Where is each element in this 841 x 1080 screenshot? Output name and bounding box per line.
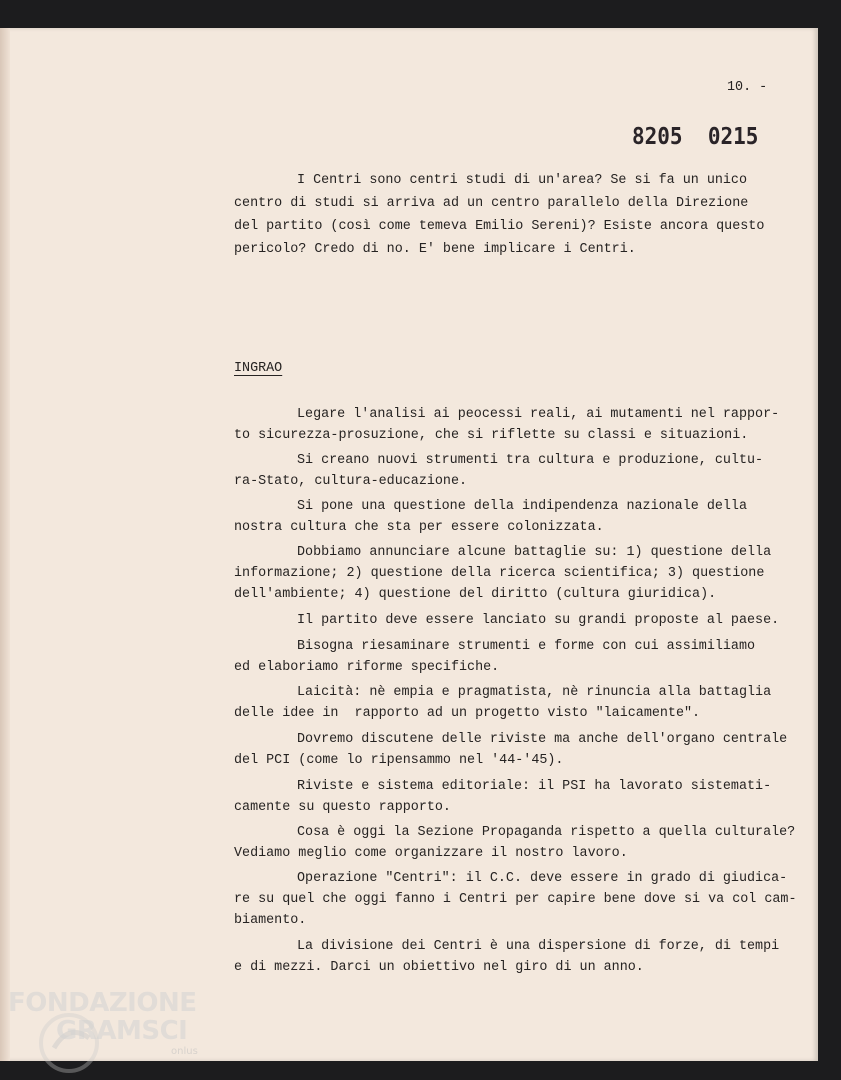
paragraph-line: nostra cultura che sta per essere colonizzata. — [234, 520, 604, 535]
intro-line: del partito (così come temeva Emilio Sereni)? Esiste ancora questo — [234, 219, 765, 234]
paragraph-line: Il partito deve essere lanciato su grandi proposte al paese. — [297, 613, 780, 628]
page-number: 10. - — [727, 80, 768, 95]
paragraph-line: delle idee in rapporto ad un progetto visto "laicamente". — [234, 706, 701, 721]
paragraph-line: Bisogna riesaminare strumenti e forme con cui assimiliamo — [297, 639, 756, 654]
logo-suffix: onlus — [171, 1046, 198, 1057]
paragraph-line: Dobbiamo annunciare alcune battaglie su: 1) questione della — [297, 545, 772, 560]
paragraph-line: re su quel che oggi fanno i Centri per capire bene dove si va col cam- — [234, 892, 797, 907]
logo-text-line2: GRAMSCI — [56, 1016, 188, 1046]
paragraph-line: biamento. — [234, 913, 307, 928]
logo-text-line1: FONDAZIONE — [8, 988, 197, 1018]
intro-line: centro di studi si arriva ad un centro parallelo della Direzione — [234, 196, 749, 211]
paragraph-line: Laicità: nè empia e pragmatista, nè rinuncia alla battaglia — [297, 685, 772, 700]
paragraph-line: Si pone una questione della indipendenza nazionale della — [297, 499, 747, 514]
paragraph-line: Riviste e sistema editoriale: il PSI ha lavorato sistemati- — [297, 779, 772, 794]
paragraph-line: informazione; 2) questione della ricerca scientifica; 3) questione — [234, 566, 765, 581]
paragraph-line: to sicurezza-prosuzione, che si riflette su classi e situazioni. — [234, 428, 749, 443]
section-heading: INGRAO — [234, 361, 283, 376]
paragraph-line: Operazione "Centri": il C.C. deve essere in grado di giudica- — [297, 871, 788, 886]
paragraph-line: e di mezzi. Darci un obiettivo nel giro di un anno. — [234, 960, 644, 975]
paragraph-line: Vediamo meglio come organizzare il nostro lavoro. — [234, 846, 628, 861]
paragraph-line: del PCI (come lo ripensammo nel '44-'45). — [234, 753, 564, 768]
paragraph-line: ed elaboriamo riforme specifiche. — [234, 660, 500, 675]
paragraph-line: La divisione dei Centri è una dispersione di forze, di tempi — [297, 939, 780, 954]
paragraph-line: Si creano nuovi strumenti tra cultura e produzione, cultu- — [297, 453, 764, 468]
archive-stamp-number: 8205 0215 — [632, 122, 759, 150]
paragraph-line: Dovremo discutene delle riviste ma anche dell'organo centrale — [297, 732, 788, 747]
paragraph-line: Legare l'analisi ai peocessi reali, ai mutamenti nel rappor- — [297, 407, 780, 422]
paragraph-line: Cosa è oggi la Sezione Propaganda rispetto a quella culturale? — [297, 825, 796, 840]
paragraph-line: ra-Stato, cultura-educazione. — [234, 474, 468, 489]
intro-line: pericolo? Credo di no. E' bene implicare i Centri. — [234, 242, 636, 257]
page-binding-edge — [0, 28, 10, 1061]
paragraph-line: camente su questo rapporto. — [234, 800, 451, 815]
paragraph-line: dell'ambiente; 4) questione del diritto (cultura giuridica). — [234, 587, 717, 602]
intro-line: I Centri sono centri studi di un'area? Se si fa un unico — [297, 173, 747, 188]
fondazione-gramsci-logo — [8, 988, 218, 1073]
